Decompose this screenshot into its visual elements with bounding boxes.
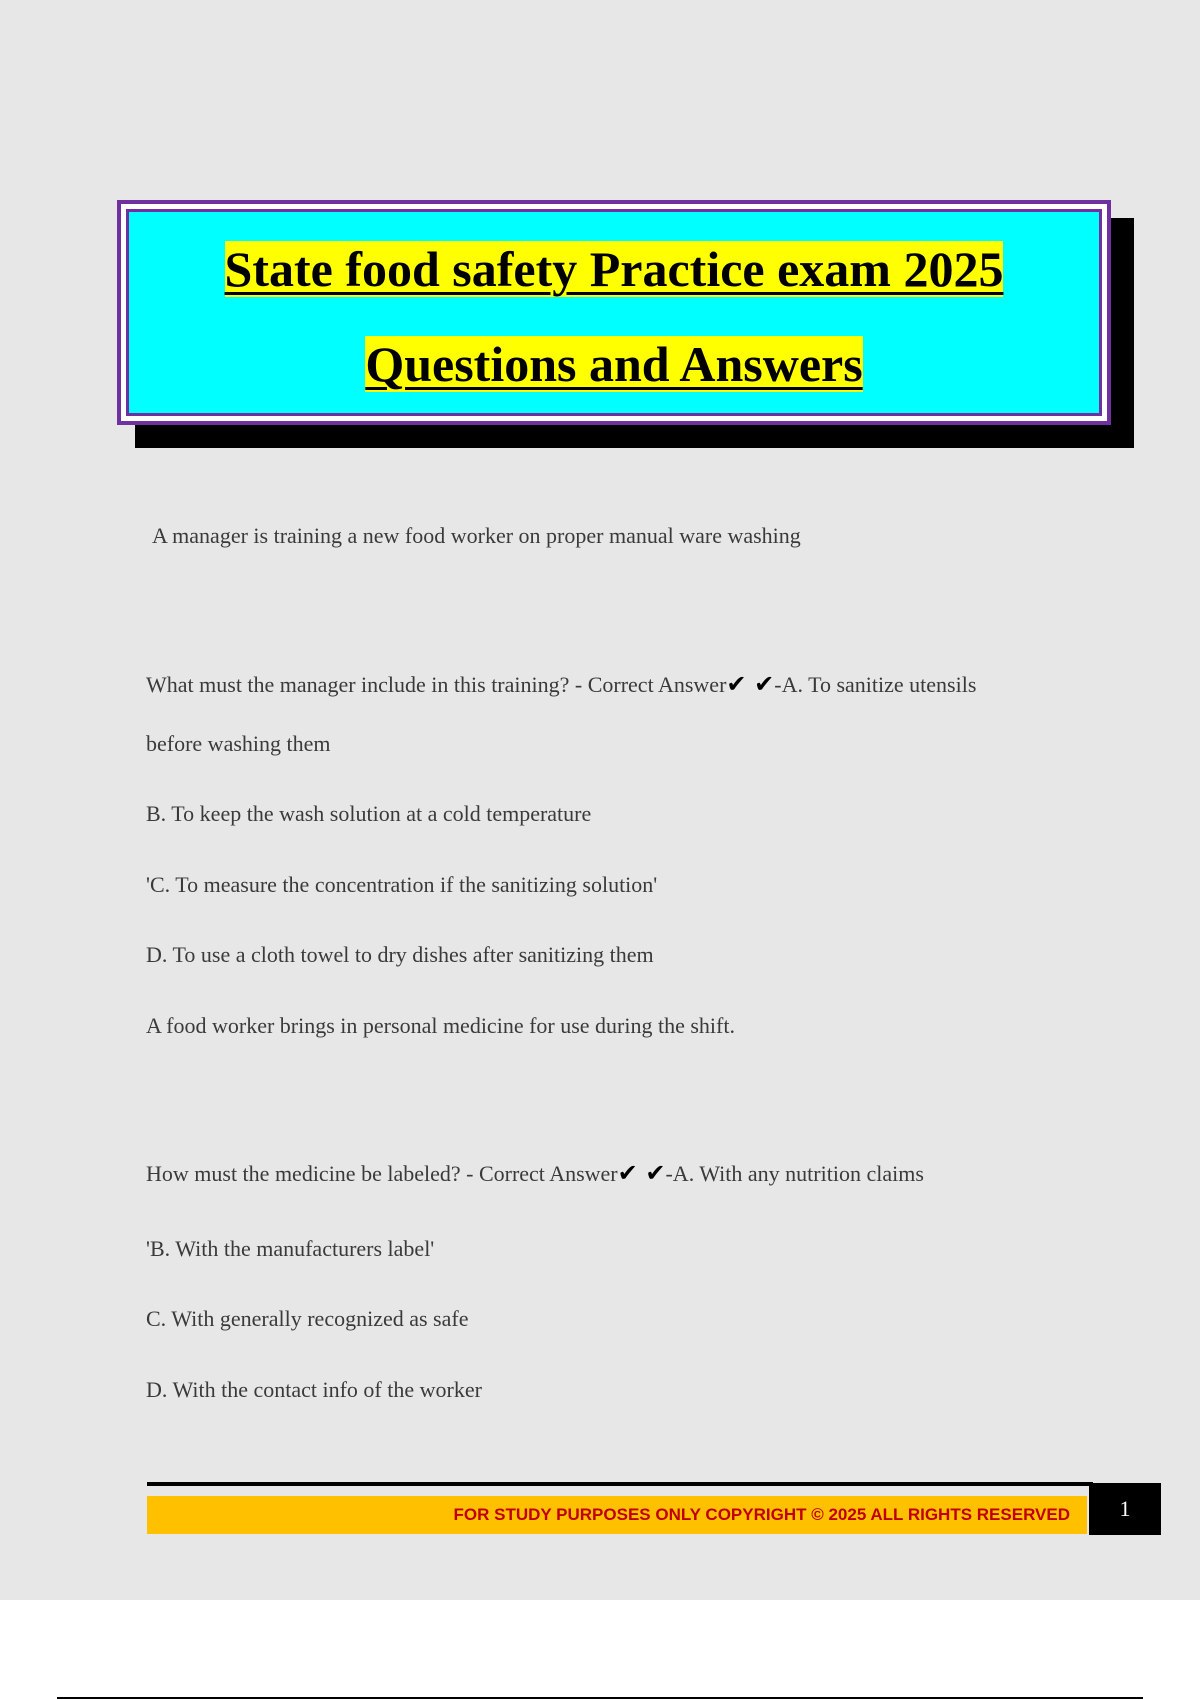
question-2-option-c: C. With generally recognized as safe	[146, 1306, 469, 1331]
page-title	[129, 222, 1099, 412]
question-1	[146, 670, 976, 698]
checkmark-icon: ✔ ✔	[617, 1159, 666, 1187]
title-line-1: State food safety Practice exam 2025	[224, 241, 1004, 297]
scenario-2-text: A food worker brings in personal medicine for use during the shift.	[146, 1013, 735, 1038]
checkmark-icon: ✔ ✔	[726, 670, 775, 698]
question-2	[146, 1159, 924, 1187]
footer-copyright: FOR STUDY PURPOSES ONLY COPYRIGHT © 2025 ALL RIGHTS RESERVED	[453, 1505, 1070, 1524]
question-2-option-b: 'B. With the manufacturers label'	[146, 1236, 435, 1261]
bottom-divider	[57, 1697, 1143, 1699]
question-1-answer-a-continued: before washing them	[146, 731, 331, 756]
question-1-answer-a: -A. To sanitize utensils	[774, 672, 977, 697]
question-1-text: What must the manager include in this training? - Correct Answer	[146, 672, 727, 697]
scenario-1-text: A manager is training a new food worker on proper manual ware washing	[152, 523, 801, 548]
question-2-option-d: D. With the contact info of the worker	[146, 1377, 482, 1402]
question-1-option-b: B. To keep the wash solution at a cold temperature	[146, 801, 592, 826]
title-box	[117, 200, 1111, 425]
question-2-answer-a: -A. With any nutrition claims	[665, 1161, 924, 1186]
page-number: 1	[1089, 1483, 1161, 1535]
question-1-option-c: 'C. To measure the concentration if the sanitizing solution'	[146, 872, 658, 897]
footer-bar	[147, 1496, 1087, 1534]
question-2-text: How must the medicine be labeled? - Correct Answer	[146, 1161, 618, 1186]
title-box-inner	[126, 209, 1102, 416]
title-line-2: Questions and Answers	[365, 336, 863, 392]
footer-rule	[147, 1482, 1093, 1486]
question-1-option-d: D. To use a cloth towel to dry dishes after sanitizing them	[146, 942, 654, 967]
